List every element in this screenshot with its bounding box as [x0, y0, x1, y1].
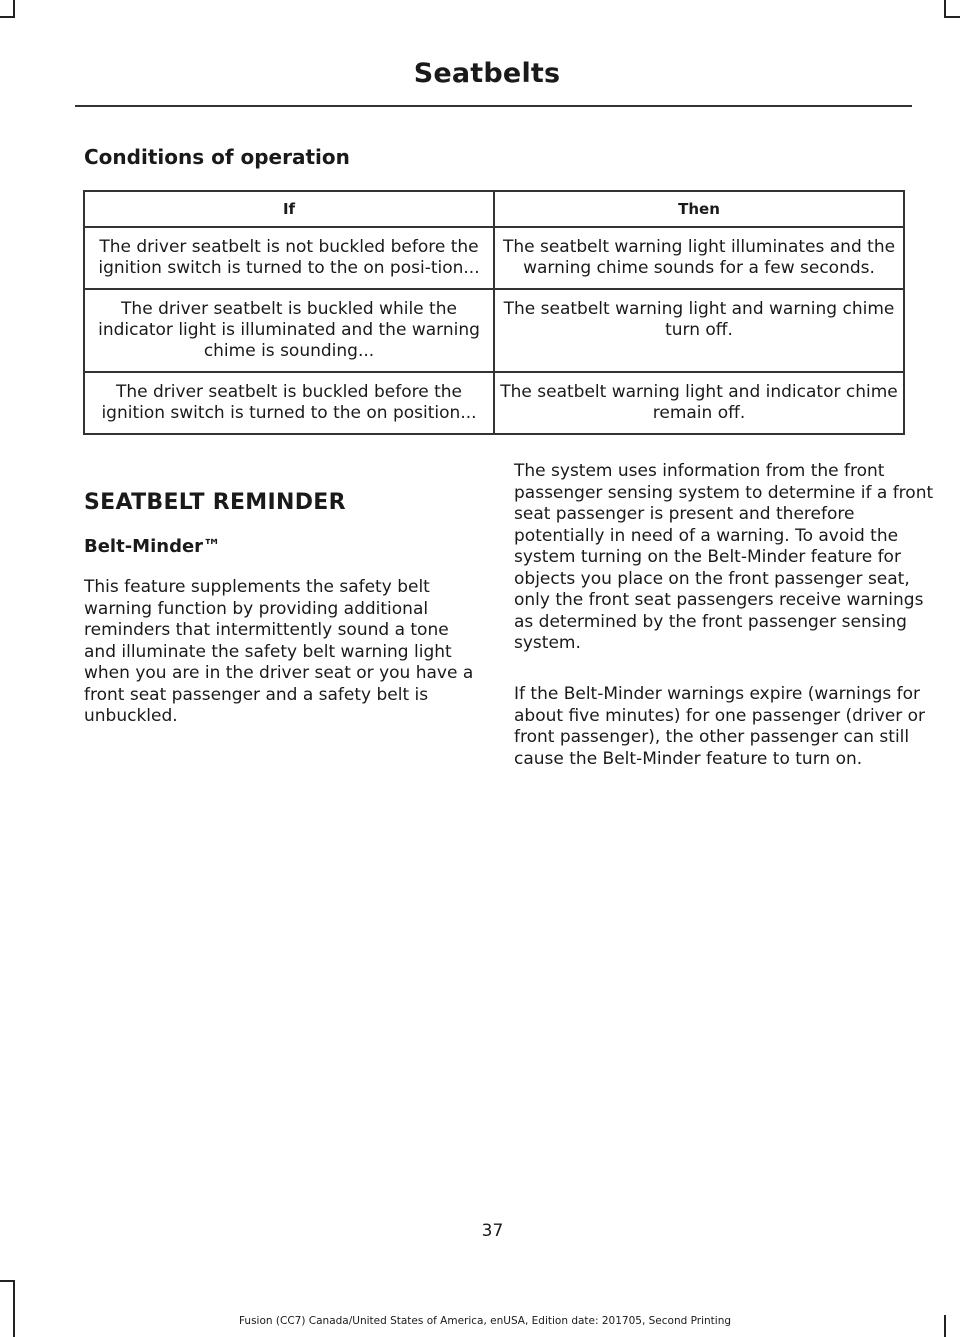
table-row	[84, 227, 904, 289]
table-cell: The seatbelt warning light illuminates and the warning chime sounds for a few seconds.	[494, 227, 904, 289]
crop-mark	[0, 1280, 15, 1282]
belt-minder-paragraph-1: This feature supplements the safety belt warning function by providing additional reminders that intermittently sound a tone and illuminate the safety belt warning light when you are in the driver seat or you have a front seat passenger and a safety belt is unbuckled.	[84, 577, 474, 726]
table-cell: The driver seatbelt is buckled before the ignition switch is turned to the on position...	[84, 372, 494, 434]
belt-minder-subheading: Belt-Minder™	[84, 536, 222, 557]
crop-mark	[13, 0, 15, 16]
crop-mark	[13, 1280, 15, 1337]
page-number: 37	[481, 1221, 504, 1241]
belt-minder-paragraph-3: If the Belt-Minder warnings expire (warnings for about five minutes) for one passenger (driver or front passenger), the other passenger can still cause the Belt-Minder feature to turn on.	[514, 684, 925, 769]
section-title: Conditions of operation	[84, 145, 350, 169]
column-header-if: If	[84, 191, 494, 227]
table-row	[84, 372, 904, 434]
crop-mark	[0, 16, 15, 18]
table-cell: The seatbelt warning light and indicator chime remain off.	[494, 372, 904, 434]
header-rule	[75, 105, 912, 107]
table-row	[84, 289, 904, 372]
page-header-title: Seatbelts	[413, 58, 561, 89]
table-cell: The driver seatbelt is not buckled before the ignition switch is turned to the on posi-tion...	[84, 227, 494, 289]
column-header-then: Then	[494, 191, 904, 227]
table-cell: The driver seatbelt is buckled while the indicator light is illuminated and the warning chime is sounding...	[84, 289, 494, 372]
conditions-table	[83, 190, 905, 435]
table-cell: The seatbelt warning light and warning chime turn off.	[494, 289, 904, 372]
crop-mark	[944, 16, 960, 18]
crop-mark	[944, 0, 946, 16]
table-header-row	[84, 191, 904, 227]
reminder-heading: SEATBELT REMINDER	[84, 490, 346, 515]
belt-minder-paragraph-2: The system uses information from the front passenger sensing system to determine if a front seat passenger is present and therefore potentially in need of a warning. To avoid the system turning on the Belt-Minder feature for objects you place on the front passenger seat, only the front seat passengers receive warnings as determined by the front passenger sensing system.	[514, 461, 934, 653]
page-footer: Fusion (CC7) Canada/United States of America, enUSA, Edition date: 201705, Second Printing	[238, 1315, 732, 1327]
